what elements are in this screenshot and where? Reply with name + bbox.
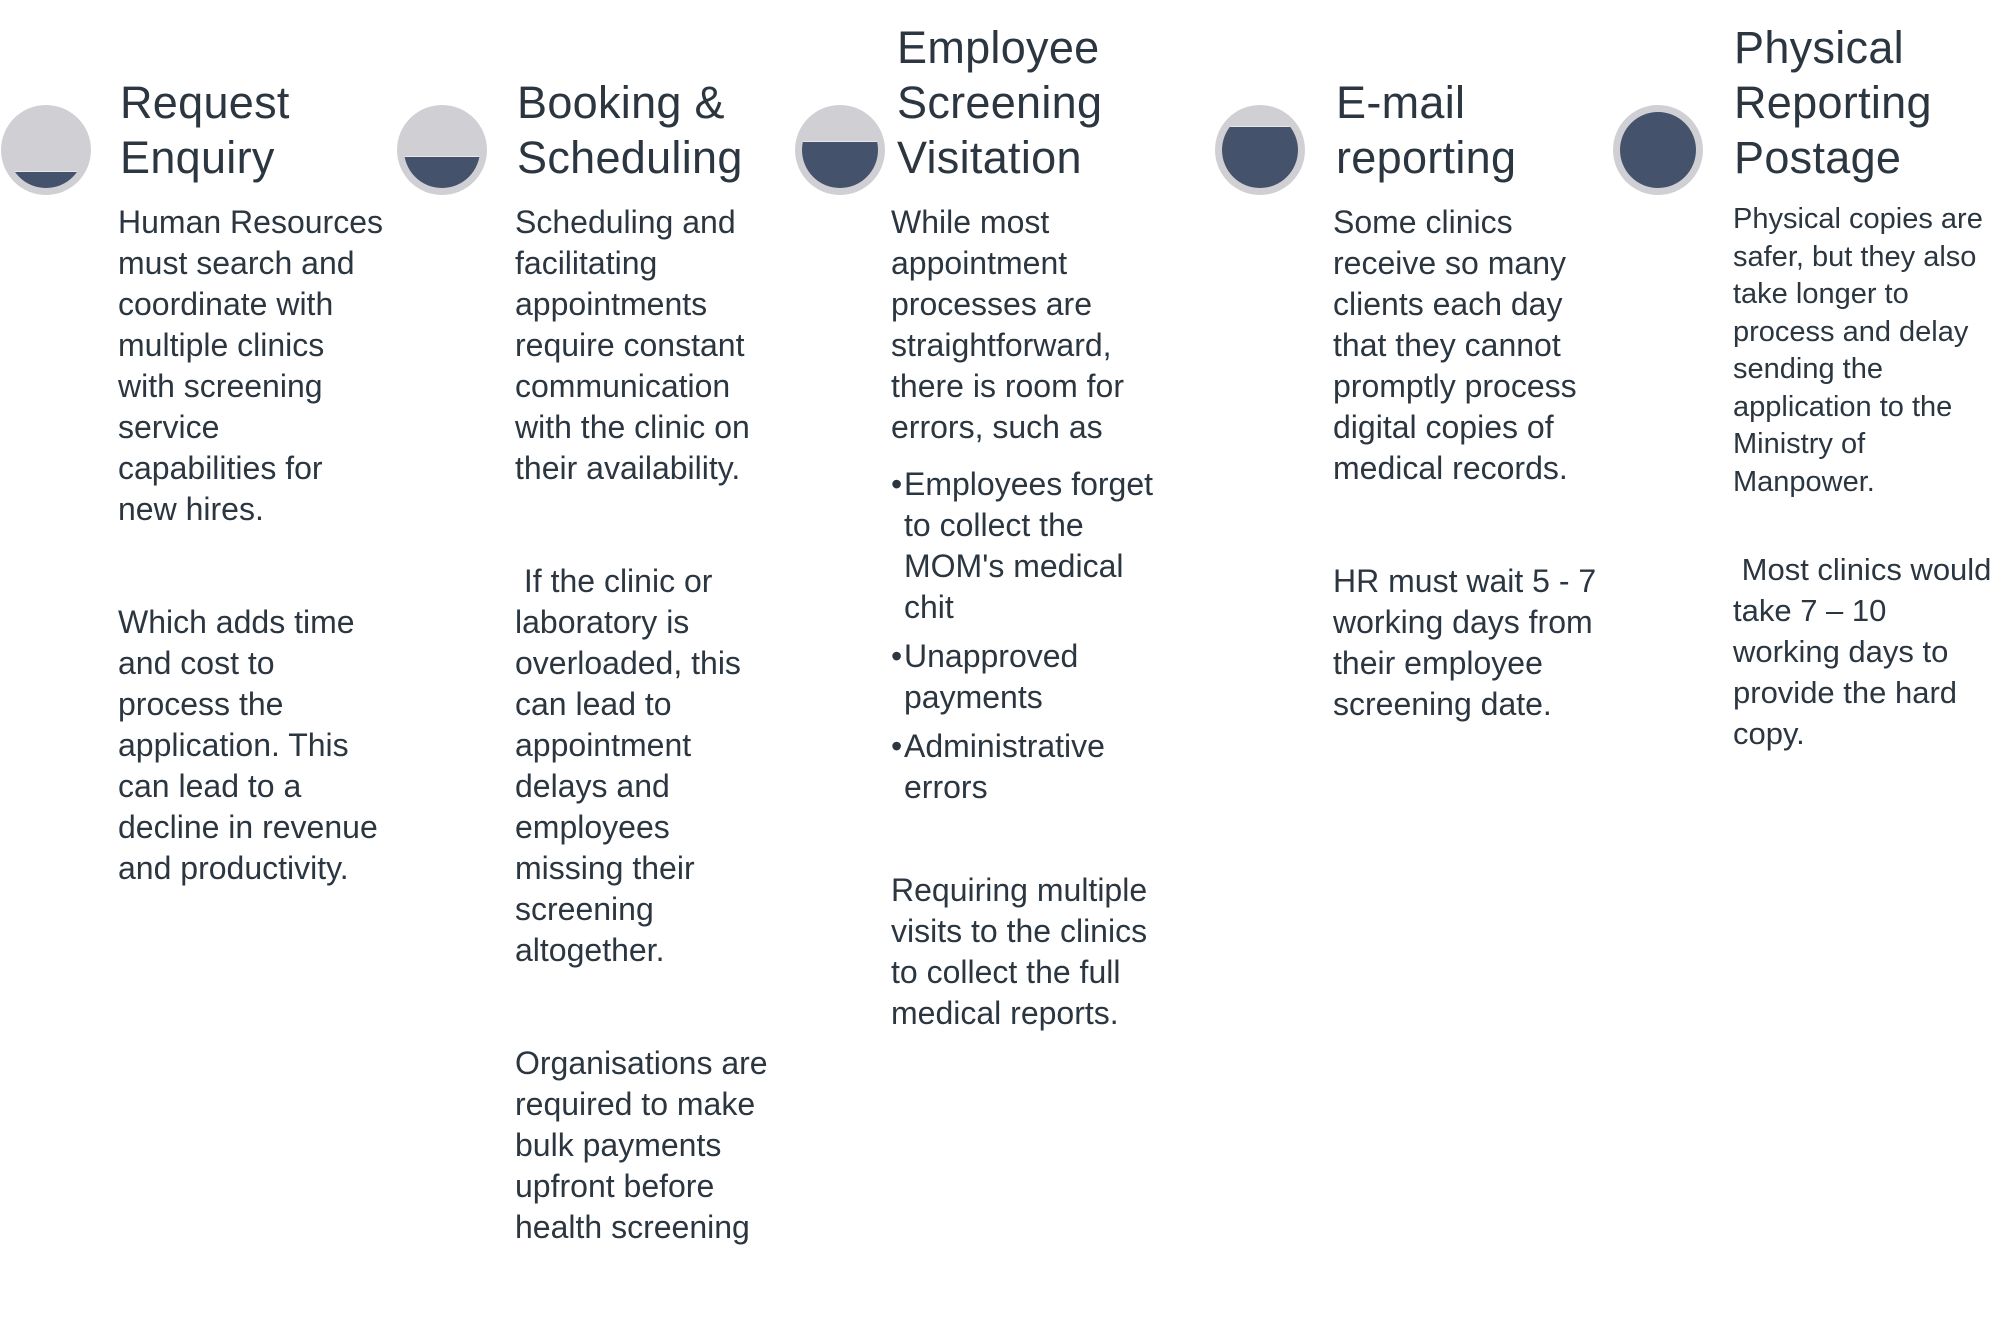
description-paragraph: Scheduling and facilitating appointments require constant communication with the clinic on their availability. — [515, 204, 750, 486]
step-title-line: Screening — [897, 77, 1103, 128]
step-description — [515, 202, 777, 1248]
description-paragraph: Human Resources must search and coordinate with multiple clinics with screening service capabilities for new hires. — [118, 204, 383, 527]
bullet-item: • Administrative errors — [891, 726, 1181, 808]
progress-circle-icon — [1613, 105, 1703, 195]
step-description — [118, 202, 383, 889]
description-paragraph: Which adds time and cost to process the application. This can lead to a decline in revenue and productivity. — [118, 604, 378, 886]
step-title — [897, 20, 1102, 185]
step-title-line: Employee — [897, 22, 1100, 73]
error-bullet-list — [891, 464, 1181, 808]
step-title-line: Visitation — [897, 132, 1082, 183]
step-title — [1734, 20, 1932, 185]
description-paragraph: Physical copies are safer, but they also take longer to process and delay sending the application to the Ministry of Manpower. — [1733, 203, 1983, 498]
step-title-line: Postage — [1734, 132, 1902, 183]
step-title-line: Booking & — [517, 77, 725, 128]
description-paragraph: If the clinic or laboratory is overloaded, this can lead to appointment delays and employees missing their screening altogether. — [515, 563, 750, 968]
progress-circle-icon — [795, 105, 885, 195]
description-paragraph: Organisations are required to make bulk payments upfront before health screening — [515, 1045, 768, 1245]
step-title-line: Reporting — [1734, 77, 1932, 128]
bullet-item: • Unapproved payments — [891, 636, 1181, 718]
progress-circle-icon — [397, 105, 487, 195]
description-paragraph: Most clinics would take 7 – 10 working days to provide the hard copy. — [1733, 552, 2000, 751]
bullet-item: • Employees forget to collect the MOM's medical chit — [891, 464, 1181, 628]
description-paragraph: Some clinics receive so many clients each day that they cannot promptly process digital copies of medical records. — [1333, 204, 1577, 486]
step-title — [120, 75, 290, 185]
step-description — [1333, 202, 1601, 725]
step-description — [1733, 201, 2000, 754]
step-title — [517, 75, 743, 185]
step-title-line: Physical — [1734, 22, 1904, 73]
step-title — [1336, 75, 1516, 185]
step-title-line: Request — [120, 77, 290, 128]
description-paragraph: HR must wait 5 - 7 working days from their employee screening date. — [1333, 563, 1597, 722]
description-intro: While most appointment processes are straightforward, there is room for errors, such as — [891, 204, 1124, 445]
step-description — [891, 202, 1181, 1034]
progress-circle-icon — [1, 105, 91, 195]
step-title-line: E-mail — [1336, 77, 1466, 128]
step-title-line: Enquiry — [120, 132, 275, 183]
progress-circle-icon — [1215, 105, 1305, 195]
step-title-line: Scheduling — [517, 132, 743, 183]
step-title-line: reporting — [1336, 132, 1517, 183]
description-paragraph: Requiring multiple visits to the clinics to collect the full medical reports. — [891, 872, 1148, 1031]
